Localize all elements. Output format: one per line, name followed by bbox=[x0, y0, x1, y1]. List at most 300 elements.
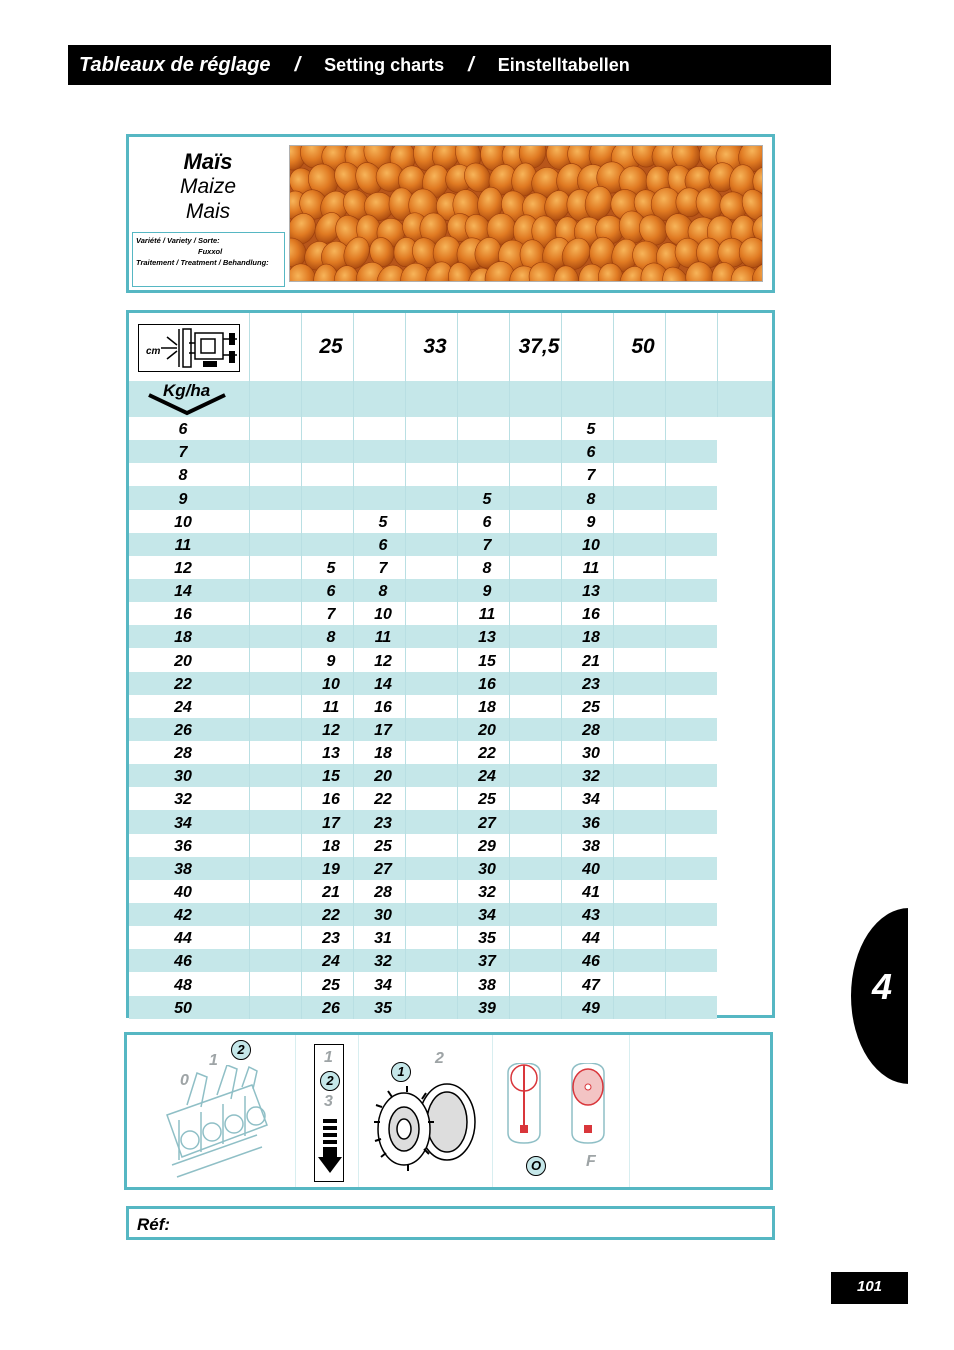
shutter-closed-position: F bbox=[586, 1153, 596, 1170]
setting-value: 16 bbox=[457, 672, 509, 695]
setting-value bbox=[249, 510, 301, 533]
setting-value: 10 bbox=[353, 602, 405, 625]
kg-ha-value: 44 bbox=[174, 930, 192, 948]
setting-value bbox=[249, 834, 301, 857]
reference-label: Réf: bbox=[137, 1215, 171, 1234]
setting-value bbox=[405, 903, 457, 926]
kg-ha-value: 30 bbox=[129, 764, 249, 787]
seeder-spacing-icon bbox=[138, 324, 240, 372]
setting-value bbox=[405, 648, 457, 671]
setting-value: 35 bbox=[353, 996, 405, 1019]
setting-value: 5 bbox=[457, 486, 509, 509]
kg-ha-value: 46 bbox=[129, 949, 249, 972]
setting-value bbox=[613, 672, 665, 695]
setting-value bbox=[249, 648, 301, 671]
seed-name-en: Maize bbox=[179, 175, 237, 198]
table-row bbox=[129, 996, 772, 1019]
setting-value bbox=[665, 810, 717, 833]
setting-value: 13 bbox=[561, 579, 613, 602]
setting-value bbox=[613, 764, 665, 787]
setting-value: 32 bbox=[561, 764, 613, 787]
setting-value bbox=[613, 556, 665, 579]
setting-value bbox=[665, 648, 717, 671]
setting-value: 39 bbox=[457, 996, 509, 1019]
setting-value bbox=[249, 440, 301, 463]
setting-value bbox=[353, 486, 405, 509]
setting-value bbox=[249, 556, 301, 579]
spacing-header bbox=[457, 313, 509, 381]
variety-label: Variété / Variety / Sorte: bbox=[136, 236, 220, 245]
kg-ha-value: 20 bbox=[174, 652, 192, 670]
table-row bbox=[129, 903, 772, 926]
setting-value bbox=[353, 463, 405, 486]
treatment-label: Traitement / Treatment / Behandlung: bbox=[136, 258, 269, 267]
setting-value bbox=[613, 903, 665, 926]
table-row bbox=[129, 972, 772, 995]
setting-value bbox=[509, 834, 561, 857]
setting-value: 22 bbox=[353, 787, 405, 810]
setting-value bbox=[509, 949, 561, 972]
setting-value: 8 bbox=[561, 486, 613, 509]
setting-value: 11 bbox=[353, 625, 405, 648]
setting-value: 10 bbox=[301, 672, 353, 695]
setting-value bbox=[665, 579, 717, 602]
setting-value: 6 bbox=[561, 440, 613, 463]
table-row bbox=[129, 486, 772, 509]
kg-ha-value: 12 bbox=[174, 559, 192, 577]
kg-ha-value: 34 bbox=[129, 810, 249, 833]
setting-value bbox=[509, 926, 561, 949]
seed-info-box bbox=[126, 134, 775, 293]
maize-seed-photo bbox=[289, 145, 763, 282]
setting-value bbox=[301, 533, 353, 556]
setting-value bbox=[405, 996, 457, 1019]
setting-value: 7 bbox=[353, 556, 405, 579]
setting-value: 10 bbox=[561, 533, 613, 556]
header-separator: / bbox=[294, 53, 301, 76]
shutter-open-position: O bbox=[526, 1156, 546, 1176]
setting-value bbox=[249, 672, 301, 695]
setting-value bbox=[665, 903, 717, 926]
table-row bbox=[129, 718, 772, 741]
spacing-header: 37,5 bbox=[509, 313, 561, 381]
setting-value bbox=[249, 903, 301, 926]
spacing-header bbox=[249, 313, 301, 381]
kg-ha-value: 42 bbox=[129, 903, 249, 926]
seeding-rate-table bbox=[129, 313, 772, 1019]
setting-value bbox=[613, 926, 665, 949]
setting-value bbox=[457, 417, 509, 440]
table-cell bbox=[561, 381, 613, 417]
setting-value: 25 bbox=[457, 787, 509, 810]
table-row bbox=[129, 857, 772, 880]
setting-value: 17 bbox=[353, 718, 405, 741]
setting-value: 14 bbox=[353, 672, 405, 695]
setting-value bbox=[509, 440, 561, 463]
setting-value: 18 bbox=[353, 741, 405, 764]
setting-value: 6 bbox=[301, 579, 353, 602]
setting-value bbox=[613, 880, 665, 903]
setting-value bbox=[405, 857, 457, 880]
seed-name-de: Mais bbox=[185, 200, 231, 223]
setting-value: 38 bbox=[561, 834, 613, 857]
table-row bbox=[129, 533, 772, 556]
kg-ha-value: 14 bbox=[129, 579, 249, 602]
seed-variety-box bbox=[132, 232, 285, 287]
machine-icon-cell bbox=[129, 313, 249, 381]
setting-value: 8 bbox=[457, 556, 509, 579]
seed-shutter-icon bbox=[502, 1063, 622, 1173]
setting-value bbox=[249, 972, 301, 995]
setting-value: 6 bbox=[353, 533, 405, 556]
spacing-header bbox=[561, 313, 613, 381]
setting-value bbox=[613, 996, 665, 1019]
setting-value bbox=[509, 857, 561, 880]
setting-value: 12 bbox=[301, 718, 353, 741]
setting-value bbox=[249, 764, 301, 787]
setting-value bbox=[509, 463, 561, 486]
setting-value bbox=[665, 741, 717, 764]
setting-value bbox=[405, 695, 457, 718]
setting-value bbox=[249, 718, 301, 741]
setting-value: 23 bbox=[301, 926, 353, 949]
setting-value bbox=[405, 417, 457, 440]
setting-value bbox=[613, 579, 665, 602]
table-row bbox=[129, 510, 772, 533]
table-row bbox=[129, 926, 772, 949]
setting-value: 29 bbox=[457, 834, 509, 857]
settings-divider bbox=[358, 1035, 359, 1187]
setting-value bbox=[509, 417, 561, 440]
table-row bbox=[129, 556, 772, 579]
setting-value: 20 bbox=[353, 764, 405, 787]
kg-ha-value: 11 bbox=[129, 533, 249, 556]
header-bar bbox=[68, 45, 831, 85]
setting-value bbox=[405, 556, 457, 579]
table-cell bbox=[613, 381, 665, 417]
setting-value bbox=[405, 949, 457, 972]
maize-kernels-image bbox=[290, 146, 763, 282]
setting-value: 30 bbox=[561, 741, 613, 764]
kg-ha-value: 28 bbox=[174, 745, 192, 763]
setting-value bbox=[405, 533, 457, 556]
setting-value bbox=[613, 648, 665, 671]
setting-value: 5 bbox=[561, 417, 613, 440]
setting-value bbox=[509, 718, 561, 741]
setting-value: 21 bbox=[301, 880, 353, 903]
setting-value bbox=[613, 625, 665, 648]
gearbox-position-2: 2 bbox=[320, 1071, 340, 1091]
setting-value bbox=[665, 926, 717, 949]
setting-value bbox=[301, 440, 353, 463]
spacing-header bbox=[717, 313, 772, 381]
setting-value: 46 bbox=[561, 949, 613, 972]
setting-value: 28 bbox=[561, 718, 613, 741]
wheel-position-2: 2 bbox=[435, 1050, 444, 1067]
setting-value bbox=[457, 440, 509, 463]
setting-value bbox=[249, 741, 301, 764]
setting-value bbox=[353, 440, 405, 463]
setting-value: 22 bbox=[457, 741, 509, 764]
setting-value: 35 bbox=[457, 926, 509, 949]
setting-value: 9 bbox=[301, 648, 353, 671]
setting-value: 22 bbox=[301, 903, 353, 926]
setting-value bbox=[405, 463, 457, 486]
setting-value bbox=[405, 602, 457, 625]
table-row bbox=[129, 764, 772, 787]
settings-divider bbox=[295, 1035, 296, 1187]
setting-value: 15 bbox=[301, 764, 353, 787]
setting-value bbox=[509, 764, 561, 787]
header-title-en: Setting charts bbox=[324, 54, 445, 75]
setting-value: 8 bbox=[301, 625, 353, 648]
setting-value: 7 bbox=[457, 533, 509, 556]
setting-value: 34 bbox=[561, 787, 613, 810]
table-row bbox=[129, 463, 772, 486]
down-chevron-icon bbox=[147, 387, 227, 417]
setting-value bbox=[405, 510, 457, 533]
setting-value: 44 bbox=[561, 926, 613, 949]
setting-value bbox=[665, 834, 717, 857]
setting-value bbox=[509, 625, 561, 648]
wheel-position-1: 1 bbox=[391, 1062, 411, 1082]
setting-value bbox=[405, 880, 457, 903]
setting-value bbox=[405, 787, 457, 810]
table-row bbox=[129, 695, 772, 718]
setting-value bbox=[509, 741, 561, 764]
setting-value: 23 bbox=[561, 672, 613, 695]
setting-value bbox=[249, 602, 301, 625]
setting-value bbox=[249, 880, 301, 903]
setting-value: 12 bbox=[353, 648, 405, 671]
setting-value bbox=[249, 926, 301, 949]
setting-value bbox=[613, 718, 665, 741]
setting-value bbox=[249, 787, 301, 810]
seed-name-fr: Maïs bbox=[183, 149, 233, 174]
setting-value bbox=[613, 834, 665, 857]
setting-value bbox=[665, 949, 717, 972]
table-unit-row bbox=[129, 381, 772, 417]
kg-ha-value: 26 bbox=[129, 718, 249, 741]
setting-value bbox=[665, 556, 717, 579]
setting-value bbox=[249, 486, 301, 509]
setting-value bbox=[665, 417, 717, 440]
page-number: 101 bbox=[831, 1272, 908, 1304]
setting-value: 25 bbox=[353, 834, 405, 857]
setting-value bbox=[613, 510, 665, 533]
setting-value bbox=[613, 602, 665, 625]
setting-value: 9 bbox=[561, 510, 613, 533]
setting-value: 11 bbox=[561, 556, 613, 579]
setting-value bbox=[613, 463, 665, 486]
setting-value bbox=[665, 625, 717, 648]
setting-value bbox=[301, 486, 353, 509]
setting-value: 27 bbox=[457, 810, 509, 833]
table-row bbox=[129, 602, 772, 625]
setting-value: 18 bbox=[457, 695, 509, 718]
setting-value bbox=[613, 417, 665, 440]
kg-ha-value: 6 bbox=[178, 421, 188, 439]
table-row bbox=[129, 625, 772, 648]
setting-value bbox=[405, 834, 457, 857]
setting-value: 6 bbox=[457, 510, 509, 533]
setting-value bbox=[249, 857, 301, 880]
kg-ha-value: 16 bbox=[174, 606, 192, 624]
setting-value: 15 bbox=[457, 648, 509, 671]
kg-ha-value: 50 bbox=[129, 996, 249, 1019]
setting-value: 28 bbox=[353, 880, 405, 903]
setting-value bbox=[509, 486, 561, 509]
setting-value bbox=[509, 533, 561, 556]
setting-value bbox=[249, 810, 301, 833]
setting-value bbox=[249, 695, 301, 718]
setting-value bbox=[509, 972, 561, 995]
setting-value: 43 bbox=[561, 903, 613, 926]
gearbox-position-3: 3 bbox=[324, 1093, 333, 1110]
setting-value: 25 bbox=[301, 972, 353, 995]
setting-value bbox=[405, 486, 457, 509]
machine-settings-box bbox=[124, 1032, 773, 1190]
table-row bbox=[129, 417, 772, 440]
setting-value: 25 bbox=[561, 695, 613, 718]
table-cell bbox=[665, 381, 717, 417]
setting-value: 47 bbox=[561, 972, 613, 995]
setting-value bbox=[613, 486, 665, 509]
setting-value bbox=[405, 579, 457, 602]
kg-ha-value: 36 bbox=[174, 837, 192, 855]
kg-ha-value: 10 bbox=[174, 513, 192, 531]
setting-value bbox=[665, 695, 717, 718]
setting-value: 23 bbox=[353, 810, 405, 833]
setting-value bbox=[665, 972, 717, 995]
setting-value: 26 bbox=[301, 996, 353, 1019]
setting-value bbox=[405, 764, 457, 787]
spacing-header bbox=[665, 313, 717, 381]
table-header-row bbox=[129, 313, 772, 381]
setting-value: 24 bbox=[457, 764, 509, 787]
setting-value: 11 bbox=[301, 695, 353, 718]
chapter-number: 4 bbox=[872, 966, 893, 1007]
setting-value bbox=[613, 949, 665, 972]
header-title-fr: Tableaux de réglage bbox=[79, 53, 271, 76]
setting-value bbox=[249, 417, 301, 440]
setting-value bbox=[665, 880, 717, 903]
setting-value bbox=[613, 857, 665, 880]
setting-value: 13 bbox=[457, 625, 509, 648]
table-cell bbox=[249, 381, 301, 417]
spacing-header: 33 bbox=[405, 313, 457, 381]
setting-value: 32 bbox=[457, 880, 509, 903]
kg-ha-value: 22 bbox=[129, 672, 249, 695]
setting-value: 11 bbox=[457, 602, 509, 625]
table-row bbox=[129, 579, 772, 602]
variety-value: Fuxxol bbox=[198, 247, 223, 256]
drive-wheel-icon bbox=[372, 1077, 482, 1172]
setting-value bbox=[665, 857, 717, 880]
setting-value bbox=[509, 579, 561, 602]
setting-value bbox=[405, 672, 457, 695]
kg-ha-label: Kg/ha bbox=[163, 381, 211, 400]
setting-value: 36 bbox=[561, 810, 613, 833]
setting-value: 17 bbox=[301, 810, 353, 833]
setting-value bbox=[509, 556, 561, 579]
setting-value: 20 bbox=[457, 718, 509, 741]
setting-value bbox=[509, 903, 561, 926]
setting-value: 16 bbox=[561, 602, 613, 625]
setting-value: 31 bbox=[353, 926, 405, 949]
table-cell bbox=[457, 381, 509, 417]
setting-value bbox=[405, 926, 457, 949]
setting-value bbox=[665, 787, 717, 810]
setting-value: 34 bbox=[457, 903, 509, 926]
kg-ha-value: 24 bbox=[174, 698, 192, 716]
setting-value bbox=[509, 787, 561, 810]
lever-position-0: 0 bbox=[180, 1072, 189, 1089]
lever-position-1: 1 bbox=[209, 1052, 218, 1069]
setting-value: 5 bbox=[353, 510, 405, 533]
setting-value bbox=[405, 810, 457, 833]
setting-value: 24 bbox=[301, 949, 353, 972]
table-row bbox=[129, 440, 772, 463]
setting-value bbox=[665, 533, 717, 556]
setting-value: 30 bbox=[353, 903, 405, 926]
setting-value bbox=[405, 741, 457, 764]
kg-ha-value: 8 bbox=[178, 467, 188, 485]
setting-value bbox=[509, 510, 561, 533]
setting-value bbox=[249, 949, 301, 972]
setting-value bbox=[249, 463, 301, 486]
setting-value bbox=[301, 463, 353, 486]
header-title-de: Einstelltabellen bbox=[497, 54, 630, 75]
setting-value bbox=[613, 533, 665, 556]
table-row bbox=[129, 810, 772, 833]
setting-value bbox=[613, 440, 665, 463]
setting-value bbox=[249, 579, 301, 602]
setting-value bbox=[249, 625, 301, 648]
setting-value bbox=[665, 764, 717, 787]
setting-value: 40 bbox=[561, 857, 613, 880]
setting-value: 37 bbox=[457, 949, 509, 972]
setting-value: 32 bbox=[353, 949, 405, 972]
setting-value bbox=[613, 787, 665, 810]
setting-value: 49 bbox=[561, 996, 613, 1019]
setting-value: 38 bbox=[457, 972, 509, 995]
setting-value: 21 bbox=[561, 648, 613, 671]
spacing-header: 50 bbox=[613, 313, 665, 381]
setting-value bbox=[405, 625, 457, 648]
setting-value: 9 bbox=[457, 579, 509, 602]
table-row bbox=[129, 834, 772, 857]
settings-divider bbox=[492, 1035, 493, 1187]
kg-ha-cell bbox=[129, 381, 249, 417]
lever-position-2: 2 bbox=[231, 1040, 251, 1060]
setting-value bbox=[665, 510, 717, 533]
setting-value: 18 bbox=[301, 834, 353, 857]
table-cell bbox=[717, 381, 772, 417]
setting-value bbox=[509, 602, 561, 625]
table-row bbox=[129, 672, 772, 695]
table-row bbox=[129, 648, 772, 671]
table-row bbox=[129, 880, 772, 903]
setting-value bbox=[509, 996, 561, 1019]
setting-value bbox=[665, 440, 717, 463]
chapter-tab-edge bbox=[908, 900, 954, 1100]
kg-ha-value: 48 bbox=[174, 976, 192, 994]
kg-ha-value: 7 bbox=[129, 440, 249, 463]
machine-icon-label: cm bbox=[146, 346, 161, 357]
spacing-header: 25 bbox=[301, 313, 353, 381]
setting-value bbox=[509, 648, 561, 671]
